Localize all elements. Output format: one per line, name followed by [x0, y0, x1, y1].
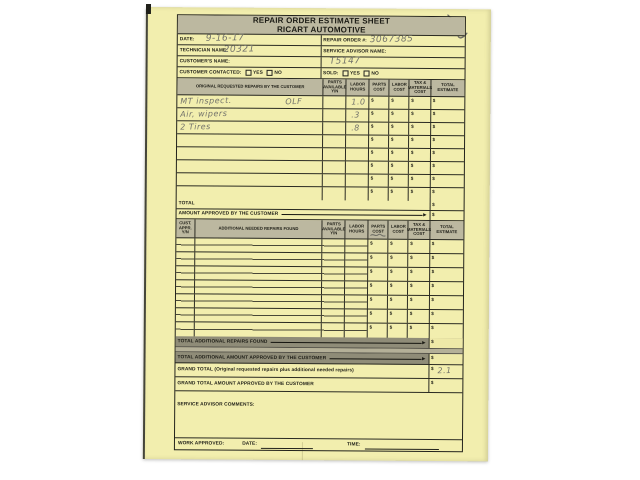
work-approved-row [175, 438, 462, 451]
dollar-sign: $ [390, 188, 394, 194]
labor-cost-cell [389, 149, 409, 161]
dollar-sign: $ [431, 338, 434, 344]
header-labor-hours: LABOR HOURS [346, 220, 369, 238]
repair-description-cell [177, 173, 323, 186]
dollar-sign: $ [389, 268, 393, 274]
parts-available-cell [323, 174, 346, 186]
advisor-number-field [321, 57, 465, 68]
tax-materials-cell [409, 149, 431, 161]
dollar-sign: $ [409, 296, 413, 302]
additional-repairs-header-row [176, 219, 463, 240]
dollar-sign: $ [410, 175, 414, 181]
total-estimate-cell [430, 296, 463, 309]
dollar-sign: $ [389, 324, 393, 330]
additional-repairs-rows [176, 238, 464, 338]
dollar-sign: $ [370, 175, 374, 181]
repair-description-cell [177, 108, 323, 121]
parts-available-cell [322, 309, 345, 322]
arrow-right-icon: ▶ [423, 212, 427, 218]
additional-repair-description-cell [195, 294, 323, 308]
dollar-sign: $ [410, 188, 414, 194]
dollar-sign: $ [369, 268, 373, 274]
dollar-sign: $ [409, 324, 413, 330]
tax-materials-cell [410, 110, 432, 122]
header-parts-available: PARTS AVAILABLE Y/N [323, 79, 347, 94]
handwritten-entry: Air, wipers [180, 108, 228, 119]
total-estimate-cell [431, 123, 464, 135]
total-estimate-cell [431, 136, 464, 148]
labor-cost-cell [389, 136, 409, 148]
labor-hours-cell [346, 187, 369, 200]
total-additional-repairs-label-cell [176, 336, 430, 348]
contacted-yes-label: YES [252, 70, 263, 76]
labor-hours-cell [346, 239, 369, 252]
labor-cost-cell [388, 324, 408, 338]
dollar-sign: $ [410, 240, 413, 246]
dollar-sign: $ [369, 296, 373, 302]
dollar-sign: $ [411, 123, 414, 129]
dollar-sign: $ [410, 162, 414, 168]
dollar-sign: $ [432, 162, 435, 168]
additional-repairs-table [176, 219, 464, 338]
tax-materials-cell [409, 175, 431, 187]
dollar-sign: $ [431, 324, 434, 330]
customer-name-field [178, 56, 322, 67]
parts-cost-cell [368, 282, 388, 295]
dollar-sign: $ [432, 211, 435, 217]
sold-yes-checkbox [342, 70, 348, 76]
arrow-right-icon: ▶ [422, 339, 426, 345]
repair-description-cell [177, 147, 323, 160]
dollar-sign: $ [369, 254, 373, 260]
labor-cost-cell [389, 240, 409, 253]
parts-available-cell [322, 295, 345, 308]
original-repairs-rows [177, 95, 465, 201]
parts-cost-cell [369, 188, 389, 201]
labor-hours-cell [346, 161, 369, 173]
form-title-line1: REPAIR ORDER ESTIMATE SHEET [252, 15, 391, 26]
scan-edge-shadow [146, 4, 151, 14]
handwritten-entry: 2 Tires [180, 122, 211, 132]
dollar-sign: $ [391, 97, 394, 103]
tax-materials-cell [409, 162, 431, 174]
total-estimate-cell [430, 282, 463, 295]
labor-cost-cell [388, 268, 408, 281]
additional-repair-row [176, 322, 463, 338]
dollar-sign: $ [369, 310, 373, 316]
tax-materials-cell [408, 324, 430, 338]
labor-cost-cell [388, 282, 408, 295]
handwritten-entry: MT inspect. [180, 95, 232, 106]
dollar-sign: $ [371, 97, 374, 103]
scanned-paper-form [143, 7, 491, 461]
dollar-sign: $ [370, 162, 374, 168]
dollar-sign: $ [389, 310, 393, 316]
dollar-sign: $ [390, 136, 394, 142]
labor-cost-cell [389, 123, 409, 135]
dollar-sign: $ [431, 354, 434, 360]
contacted-no-checkbox [267, 70, 273, 76]
technician-handwritten-value: 20321 [223, 44, 255, 55]
form-title-line2: RICART AUTOMOTIVE [276, 24, 366, 35]
tax-materials-cell [409, 188, 431, 201]
sold-yes-label: YES [349, 70, 360, 76]
parts-cost-cell [369, 149, 389, 161]
arrow-line [281, 214, 422, 216]
labor-cost-cell [389, 162, 409, 174]
dollar-sign: $ [431, 268, 435, 274]
dollar-sign: $ [430, 365, 434, 371]
tax-materials-cell [409, 254, 431, 267]
parts-available-cell [323, 239, 346, 252]
grand-total-approved-value-cell [429, 379, 462, 392]
parts-available-cell [322, 267, 345, 280]
header-total-estimate: TOTAL ESTIMATE [437, 82, 459, 93]
date-label: DATE: [179, 36, 195, 42]
total-estimate-cell [430, 268, 463, 281]
labor-hours-cell [345, 295, 368, 308]
dollar-sign: $ [390, 162, 394, 168]
labor-cost-cell [389, 188, 409, 201]
total-estimate-cell [431, 188, 464, 201]
original-repairs-table [177, 78, 465, 221]
handwritten-entry: 1.0 [351, 97, 366, 107]
header-original-requested-repairs: ORIGINAL REQUESTED REPAIRS BY THE CUSTOMER [177, 78, 323, 95]
dollar-sign: $ [432, 175, 435, 181]
labor-hours-cell [345, 267, 368, 280]
header-cust-appr: CUST. APPR. Y/N [176, 219, 195, 237]
original-repairs-header-row [177, 78, 464, 97]
dollar-sign: $ [390, 254, 393, 260]
handwritten-entry: .3 [351, 110, 361, 120]
dollar-sign: $ [431, 310, 434, 316]
sold-field [321, 68, 465, 79]
cust-appr-cell [176, 238, 195, 251]
amount-approved-label: AMOUNT APPROVED BY THE CUSTOMER [178, 211, 279, 217]
dollar-sign: $ [410, 149, 414, 155]
repair-order-estimate-form [174, 14, 466, 452]
dollar-sign: $ [431, 254, 435, 260]
sold-label: SOLD: [323, 70, 339, 76]
parts-cost-cell [368, 310, 388, 323]
labor-cost-cell [388, 310, 408, 323]
parts-cost-cell [368, 268, 388, 281]
parts-available-cell [324, 109, 347, 121]
grand-total-handwritten-value: 2.1 [437, 365, 452, 376]
dollar-sign: $ [432, 201, 435, 207]
dollar-sign: $ [411, 97, 414, 103]
parts-cost-cell [369, 175, 389, 187]
labor-hours-cell [345, 323, 368, 337]
dollar-sign: $ [390, 240, 393, 246]
dollar-sign: $ [389, 282, 393, 288]
dollar-sign: $ [370, 136, 374, 142]
cust-appr-cell [176, 308, 195, 321]
parts-available-cell [323, 253, 346, 266]
parts-cost-cell [368, 254, 388, 267]
date-signature-line [261, 440, 313, 448]
labor-hours-cell [345, 253, 368, 266]
service-advisor-label: SERVICE ADVISOR NAME: [323, 48, 387, 55]
total-value-cell [431, 201, 464, 210]
total-estimate-cell [430, 240, 463, 253]
grand-total-approved-label-cell [175, 377, 429, 392]
grand-total-label: GRAND TOTAL (Original requested repairs plus additional needed repairs) [177, 367, 354, 374]
labor-cost-cell [390, 110, 410, 122]
total-additional-approved-label: TOTAL ADDITIONAL AMOUNT APPROVED BY THE CUSTOMER [177, 354, 327, 361]
footer-date-label: DATE: [242, 441, 258, 447]
cust-appr-cell [176, 322, 195, 336]
additional-repair-description-cell [194, 308, 322, 322]
dollar-sign: $ [410, 254, 413, 260]
cust-appr-cell [176, 252, 195, 265]
technician-label: TECHNICIAN NAME: [179, 47, 228, 54]
handwritten-entry: OLF [285, 96, 303, 107]
header-total-estimate: TOTAL ESTIMATE [436, 224, 458, 235]
dollar-sign: $ [409, 310, 413, 316]
amount-approved-value-cell [431, 211, 464, 220]
amount-approved-label-cell [177, 209, 431, 220]
dollar-sign: $ [411, 110, 414, 116]
arrow-line [329, 358, 421, 360]
total-estimate-cell [430, 310, 463, 323]
header-additional-repairs-found: ADDITIONAL NEEDED REPAIRS FOUND [195, 219, 323, 238]
technician-field [178, 45, 322, 56]
total-estimate-cell [431, 162, 464, 174]
header-labor-cost: LABOR COST [389, 221, 409, 239]
total-estimate-cell [431, 97, 464, 109]
parts-available-cell [323, 148, 346, 160]
labor-cost-cell [389, 254, 409, 267]
tax-materials-cell [408, 310, 430, 323]
repair-description-cell [177, 121, 323, 134]
total-estimate-cell [431, 110, 464, 122]
dollar-sign: $ [370, 123, 374, 129]
parts-cost-cell [369, 123, 389, 135]
parts-cost-cell [369, 240, 389, 253]
total-estimate-cell [431, 175, 464, 187]
dollar-sign: $ [370, 188, 374, 194]
labor-hours-cell [346, 122, 369, 134]
dollar-sign: $ [432, 110, 436, 116]
total-estimate-cell [430, 324, 463, 338]
header-labor-cost: LABOR COST [390, 80, 410, 96]
labor-hours-cell [345, 309, 368, 322]
dollar-sign: $ [431, 240, 435, 246]
total-additional-approved-label-cell [176, 352, 430, 364]
labor-hours-cell [346, 174, 369, 186]
arrow-right-icon: ▶ [422, 355, 426, 361]
total-estimate-cell [430, 254, 463, 267]
parts-cost-cell [369, 110, 389, 122]
header-labor-hours: LABOR HOURS [347, 79, 370, 95]
total-additional-repairs-value-cell [430, 338, 463, 348]
labor-cost-cell [390, 97, 410, 109]
additional-repair-description-cell [195, 266, 323, 280]
work-approved-label: WORK APPROVED: [177, 441, 225, 447]
additional-repair-description-cell [195, 238, 323, 252]
dollar-sign: $ [370, 240, 373, 246]
total-label: TOTAL [178, 201, 195, 207]
parts-available-cell [323, 122, 346, 134]
parts-available-cell [322, 323, 345, 337]
dollar-sign: $ [432, 149, 436, 155]
header-tax-materials: TAX & MATERIALS COST [409, 221, 431, 239]
dollar-sign: $ [432, 123, 436, 129]
dollar-sign: $ [410, 268, 413, 274]
handwritten-entry: .8 [351, 123, 361, 133]
grand-total-value-cell [429, 365, 462, 378]
labor-hours-cell [347, 96, 370, 108]
labor-hours-cell [346, 135, 369, 147]
service-advisor-comments-label: SERVICE ADVISOR COMMENTS: [177, 402, 255, 408]
dollar-sign: $ [391, 110, 394, 116]
labor-cost-cell [389, 175, 409, 187]
dollar-sign: $ [370, 149, 374, 155]
arrow-line [270, 341, 421, 343]
dollar-sign: $ [409, 282, 413, 288]
customer-contacted-field [178, 67, 322, 78]
dollar-sign: $ [432, 136, 436, 142]
dollar-sign: $ [390, 175, 394, 181]
sold-no-checkbox [364, 71, 370, 77]
dollar-sign: $ [410, 136, 414, 142]
dollar-sign: $ [431, 296, 434, 302]
contacted-yes-checkbox [245, 70, 251, 76]
grand-total-label-cell [175, 363, 429, 378]
dollar-sign: $ [389, 296, 393, 302]
repair-description-cell [177, 160, 323, 173]
time-signature-line [365, 441, 439, 450]
dollar-sign: $ [371, 110, 374, 116]
dollar-sign: $ [432, 188, 435, 194]
footer-time-label: TIME: [347, 442, 361, 448]
tax-materials-cell [409, 136, 431, 148]
labor-hours-cell [345, 281, 368, 294]
total-label-cell [177, 199, 431, 210]
parts-cost-cell [369, 136, 389, 148]
header-parts-cost: PARTS COST [370, 80, 390, 96]
header-tax-materials: TAX & MATERIALS COST [408, 79, 433, 95]
parts-cost-cell [368, 296, 388, 309]
labor-hours-cell [347, 109, 370, 121]
parts-cost-cell [368, 324, 388, 338]
repair-order-handwritten-value: 3067385 [369, 34, 413, 46]
parts-available-cell [324, 96, 347, 108]
dollar-sign: $ [369, 324, 373, 330]
tax-materials-cell [410, 97, 432, 109]
repair-description-cell [177, 95, 323, 108]
parts-available-cell [323, 187, 346, 200]
labor-cost-cell [388, 296, 408, 309]
dollar-sign: $ [432, 97, 436, 103]
dollar-sign: $ [431, 282, 435, 288]
tax-materials-cell [408, 282, 430, 295]
contacted-no-label: NO [274, 70, 282, 76]
customer-name-label: CUSTOMER'S NAME: [179, 58, 230, 65]
repair-description-cell [177, 186, 323, 200]
repair-order-field [321, 35, 465, 46]
sold-no-label: NO [371, 71, 379, 77]
cust-appr-cell [176, 294, 195, 307]
advisor-handwritten-value: T5147 [329, 56, 361, 67]
tax-materials-cell [409, 240, 431, 253]
dollar-sign: $ [369, 282, 373, 288]
total-additional-approved-value-cell [429, 354, 462, 364]
parts-available-cell [323, 135, 346, 147]
dollar-sign: $ [391, 123, 394, 129]
tax-materials-cell [408, 296, 430, 309]
total-estimate-cell [431, 149, 464, 161]
dollar-sign: $ [390, 149, 394, 155]
additional-repair-description-cell [195, 280, 323, 294]
labor-hours-cell [346, 148, 369, 160]
dollar-sign: $ [430, 379, 434, 385]
total-additional-repairs-label: TOTAL ADDITIONAL REPAIRS FOUND [177, 338, 268, 345]
parts-cost-cell [369, 162, 389, 174]
repair-description-cell [177, 134, 323, 147]
additional-repair-description-cell [194, 322, 322, 337]
parts-available-cell [323, 161, 346, 173]
parts-cost-cell [370, 97, 390, 109]
tax-materials-cell [409, 268, 431, 281]
additional-repair-description-cell [195, 252, 323, 266]
service-advisor-comments-area [175, 391, 462, 440]
cust-appr-cell [176, 280, 195, 293]
customer-contacted-label: CUSTOMER CONTACTED: [179, 69, 242, 76]
date-handwritten-value: 9-16-17 [205, 33, 245, 44]
cust-appr-cell [176, 266, 195, 279]
repair-order-label: REPAIR ORDER #: [323, 37, 367, 44]
header-parts-cost-label: PARTS COST [371, 223, 386, 234]
header-parts-cost [369, 221, 389, 239]
tax-materials-cell [410, 123, 432, 135]
parts-available-cell [322, 281, 345, 294]
grand-total-approved-label: GRAND TOTAL AMOUNT APPROVED BY THE CUSTOMER [177, 381, 314, 388]
header-parts-available: PARTS AVAILABLE Y/N [323, 220, 346, 238]
